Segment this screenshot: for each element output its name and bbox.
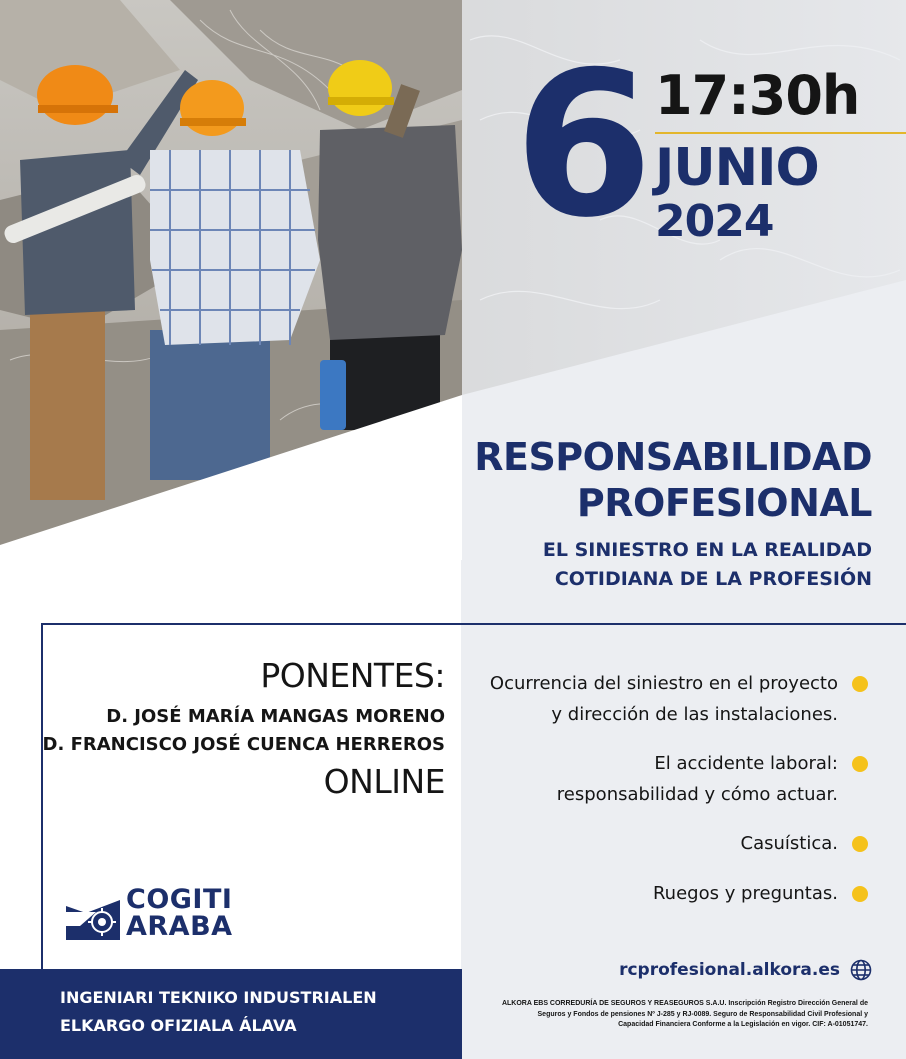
frame-left-line [41,623,43,973]
legal-line: ALKORA EBS CORREDURÍA DE SEGUROS Y REASEGUROS S.A.U. Inscripción Registro Dirección General de [501,1000,868,1007]
agenda-line: El accidente laboral: [654,753,838,774]
agenda-item-text [653,878,838,909]
agenda-item [557,748,868,810]
agenda-line: Casuística. [740,833,838,854]
agenda-item [653,878,868,909]
event-time: 17:30h [655,64,860,127]
bullet-dot-icon [852,676,868,692]
event-day: 6 [514,29,648,262]
website-url[interactable]: rcprofesional.alkora.es [619,960,840,980]
agenda-line: y dirección de las instalaciones. [551,704,838,725]
event-subtitle [543,536,872,594]
globe-icon [850,959,872,981]
agenda-item-text [557,748,838,810]
agenda-line: Ocurrencia del siniestro en el proyecto [489,673,838,694]
bullet-dot-icon [852,756,868,772]
subtitle-line-2: COTIDIANA DE LA PROFESIÓN [554,568,872,590]
agenda-line: responsabilidad y cómo actuar. [556,784,838,805]
agenda-item-text [741,828,838,859]
cogiti-logo [66,886,233,940]
title-line-1: RESPONSABILIDAD [474,435,872,479]
agenda-item [741,828,868,859]
event-mode: ONLINE [323,762,445,801]
speaker-name: D. FRANCISCO JOSÉ CUENCA HERREROS [42,734,445,755]
event-title [474,434,872,526]
speakers-heading: PONENTES: [260,656,445,695]
agenda-item-text [490,668,838,730]
logo-line-2: ARABA [126,911,233,942]
event-month: JUNIO [655,138,819,198]
agenda-line: Ruegos y preguntas. [652,883,838,904]
footer-line-2: ELKARGO OFIZIALA ÁLAVA [60,1016,297,1035]
logo-line-1: COGITI [126,884,233,915]
legal-line: Capacidad Financiera Conforme a la Legislación en vigor. CIF: A-01051747. [618,1021,868,1028]
bullet-dot-icon [852,886,868,902]
agenda-item [490,668,868,730]
footer-line-1: INGENIARI TEKNIKO INDUSTRIALEN [60,988,377,1007]
logo-wordmark [126,886,233,940]
legal-line: Seguros y Fondos de pensiones Nº J-285 y RJ-0089. Seguro de Responsabilidad Civil Profesional y [537,1010,868,1018]
bullet-dot-icon [852,836,868,852]
footer-organization [60,984,377,1040]
speaker-name: D. JOSÉ MARÍA MANGAS MORENO [106,706,445,727]
subtitle-line-1: EL SINIESTRO EN LA REALIDAD [542,539,872,561]
frame-top-line [41,623,906,625]
event-year: 2024 [655,196,774,247]
title-line-2: PROFESIONAL [576,481,872,525]
legal-notice [488,999,868,1031]
cogiti-emblem-icon [66,886,120,940]
website-link[interactable] [619,959,872,981]
date-divider [655,132,906,134]
